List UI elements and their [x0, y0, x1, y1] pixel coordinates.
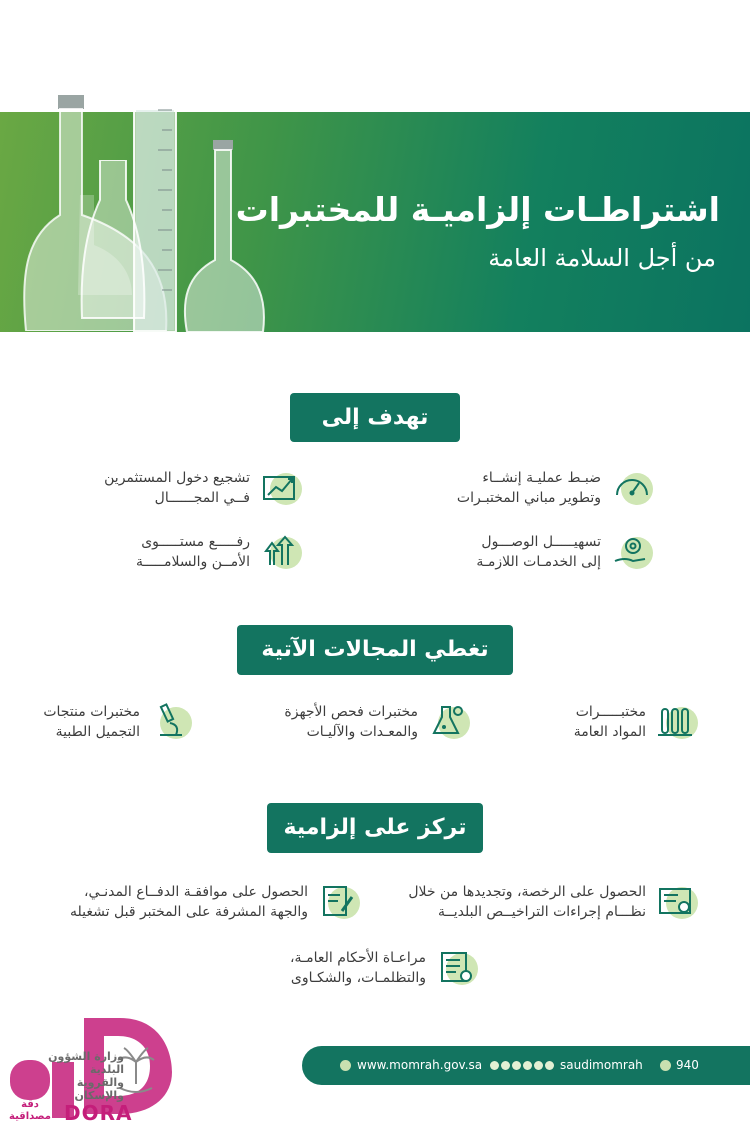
goal-line: إلى الخدمـات اللازمـة — [476, 554, 601, 570]
erlenmeyer-flask-illustration — [78, 160, 148, 320]
field-line: مختبرات منتجات — [43, 704, 140, 720]
growth-chart-icon — [260, 467, 302, 509]
requirement-line: الحصول على موافقـة الدفــاع المدنـي، — [84, 884, 308, 900]
requirement-item-license — [408, 881, 698, 923]
checklist-icon — [436, 947, 478, 989]
volumetric-flask-illustration — [175, 140, 270, 332]
phone-number[interactable]: 940 — [676, 1058, 699, 1072]
phone-icon — [660, 1060, 671, 1071]
field-item-equipment — [284, 701, 470, 743]
requirement-line: والتظلمـات، والشكـاوى — [290, 970, 426, 986]
goal-item-construction — [457, 467, 653, 509]
gear-hand-icon — [611, 531, 653, 573]
social-icons — [490, 1061, 554, 1070]
goal-line: تشجيع دخول المستثمرين — [104, 470, 250, 486]
requirement-item-civil-defense — [70, 881, 360, 923]
gauge-icon — [611, 467, 653, 509]
field-line: مختبـــــرات — [575, 704, 646, 720]
social-handle[interactable]: saudimomrah — [560, 1058, 643, 1072]
requirement-item-provisions — [290, 947, 478, 989]
goal-line: رفـــــع مستـــــوى — [141, 534, 250, 550]
field-item-general-materials — [574, 701, 698, 743]
microscope-icon — [150, 701, 192, 743]
requirement-line: الحصول على الرخصة، وتجديدها من خلال — [408, 884, 646, 900]
goal-item-access — [476, 531, 653, 573]
section-heading-goals: تهدف إلى — [290, 393, 460, 442]
ministry-name-line: والقروية والإسكان — [74, 1076, 124, 1102]
requirement-line: والجهة المشرفة على المختبر قبل تشغيله — [70, 904, 308, 920]
footer-contact-bar — [302, 1046, 750, 1085]
goal-line: فــي المجــــــال — [154, 490, 250, 506]
website-link[interactable]: www.momrah.gov.sa — [357, 1058, 483, 1072]
field-line: والمعـدات والآليـات — [306, 724, 418, 740]
field-line: التجميل الطبية — [55, 724, 140, 740]
document-pen-icon — [318, 881, 360, 923]
goal-line: تسهيـــــل الوصـــول — [481, 534, 601, 550]
dora-tagline — [5, 1099, 55, 1123]
goal-line: الأمــن والسلامـــــة — [136, 554, 250, 570]
page-title: اشتراطـات إلزاميـة للمختبرات — [235, 190, 720, 229]
ministry-name-line: وزارة الشؤون البلدية — [48, 1050, 124, 1076]
rising-arrows-icon — [260, 531, 302, 573]
globe-icon — [340, 1060, 351, 1071]
section-heading-fields: تغطي المجالات الآتية — [237, 625, 513, 675]
section-heading-requirements: تركز على إلزامية — [267, 803, 483, 853]
test-tubes-icon — [656, 701, 698, 743]
goal-line: وتطوير مباني المختبـرات — [456, 490, 601, 506]
lab-flask-icon — [428, 701, 470, 743]
goal-item-safety — [136, 531, 302, 573]
footer-phone[interactable] — [660, 1058, 699, 1072]
goal-item-investors — [104, 467, 302, 509]
license-icon — [656, 881, 698, 923]
goal-line: ضبـط عمليـة إنشــاء — [482, 470, 601, 486]
dora-brand-text: DORA — [64, 1101, 133, 1125]
field-item-cosmetics — [43, 701, 192, 743]
requirement-line: نظـــام إجراءات التراخيــص البلديــة — [438, 904, 646, 920]
dora-tagline-line: مصداقية — [9, 1111, 51, 1122]
footer-website[interactable] — [340, 1058, 482, 1072]
field-line: المواد العامة — [573, 724, 646, 740]
field-line: مختبرات فحص الأجهزة — [284, 704, 418, 720]
page-subtitle: من أجل السلامة العامة — [488, 244, 716, 272]
footer-social[interactable] — [490, 1058, 643, 1072]
requirement-line: مراعـاة الأحكام العامـة، — [289, 950, 426, 966]
dora-tagline-line: دقة — [21, 1099, 39, 1110]
ministry-name — [24, 1050, 124, 1102]
